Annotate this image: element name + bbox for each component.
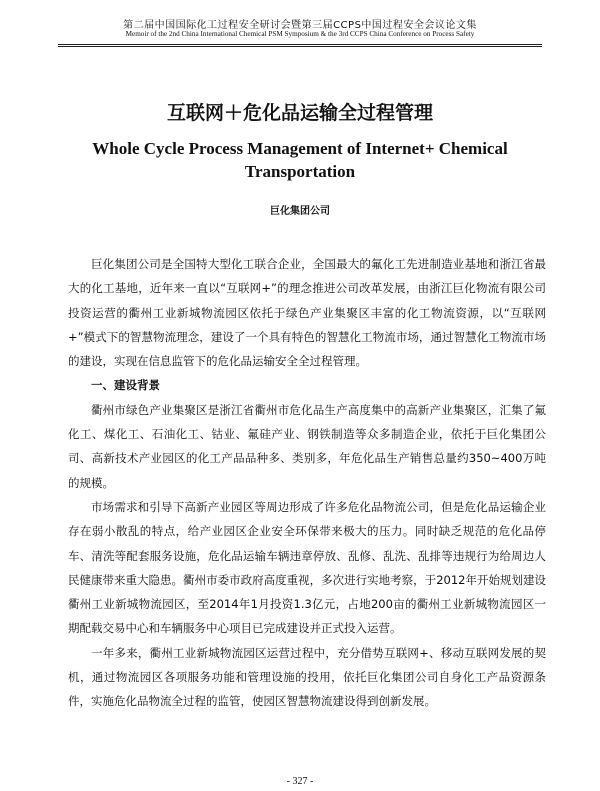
header-rule [58,44,542,45]
paper-title-en: Whole Cycle Process Management of Internet+ Chemical Transportation [92,139,508,181]
paper-author: 巨化集团公司 [270,206,330,217]
section-heading-background: 一、建设背景 [91,378,160,393]
paper-title-cn: 互联网＋危化品运输全过程管理 [166,102,433,124]
proceedings-header-en: Memoir of the 2nd China International Chemical PSM Symposium & the 3rd CCPS China Conference on Process Safety [125,30,475,38]
page-number: - 327 - [286,776,314,787]
paragraph-intro: 巨化集团公司是全国特大型化工联合企业，全国最大的氟化工先进制造业基地和浙江省最大的化工基地，近年来一直以“互联网+”的理念推进公司改革发展，由浙江巨化物流有限公司投资运营的衢州工业新城物流园区依托于绿色产业集聚区丰富的化工物流资源，以“互联网+”模式下的智慧物流理念，建设了一个具有特色的智慧化工物流市场，通过智慧化工物流市场的建设，实现在信息监管下的危化品运输安全全过程管理。 [68,257,546,369]
paragraph-background-2: 市场需求和引导下高新产业园区等周边形成了许多危化品物流公司，但是危化品运输企业存在弱小散乱的特点，给产业园区企业安全环保带来极大的压力。同时缺乏规范的危化品停车、清洗等配套服务设施，危化品运输车辆违章停放、乱修、乱洗、乱排等违规行为给周边人民健康带来重大隐患。衢州市委市政府高度重视，多次进行实地考察，于2012年开始规划建设衢州工业新城物流园区，至2014年1月投资1.3亿元，占地200亩的衢州工业新城物流园区一期配载交易中心和车辆服务中心项目已完成建设并正式投入运营。 [68,499,546,636]
proceedings-header-cn: 第二届中国国际化工过程安全研讨会暨第三届CCPS中国过程安全会议论文集 [123,20,477,31]
paragraph-background-1: 衢州市绿色产业集聚区是浙江省衢州市危化品生产高度集中的高新产业集聚区，汇集了氟化工、煤化工、石油化工、钴业、氟硅产业、钢铁制造等众多制造企业，依托于巨化集团公司、高新技术产业园区的化工产品品种多、类别多，年危化品生产销售总量约350~400万吨的规模。 [68,402,546,490]
paragraph-background-3: 一年多来，衢州工业新城物流园区运营过程中，充分借势互联网+、移动互联网发展的契机，通过物流园区各项服务功能和管理设施的投用，依托巨化集团公司自身化工产品资源条件，实施危化品物流全过程的监管，使园区智慧物流建设得到创新发展。 [68,645,546,709]
header-rule-secondary [58,46,542,47]
paper-body [68,252,546,714]
